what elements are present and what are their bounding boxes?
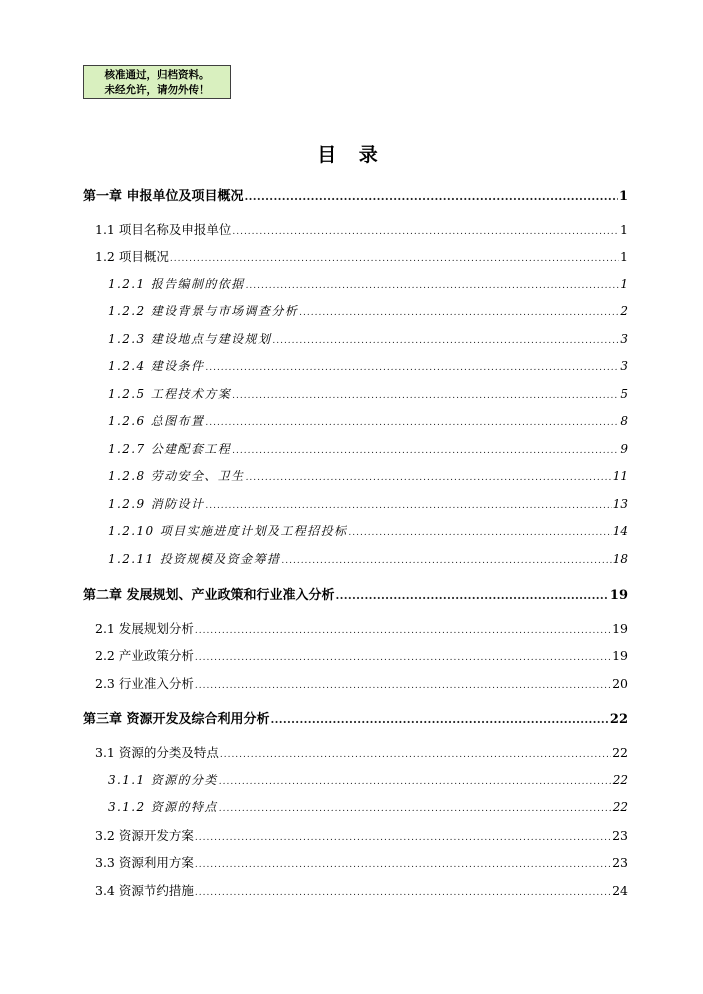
toc-entry-1-2-1[interactable] xyxy=(108,275,628,292)
toc-entry-label: 第二章 发展规划、产业政策和行业准入分析 xyxy=(83,588,335,603)
toc-entry-label: 1.2.11 投资规模及资金筹措 xyxy=(108,552,281,566)
toc-leader-dots xyxy=(246,473,612,483)
toc-entry-label: 1.2.8 劳动安全、卫生 xyxy=(108,469,245,483)
toc-entry-1-2-6[interactable] xyxy=(108,412,628,429)
toc-entry-1-1[interactable] xyxy=(95,220,628,238)
toc-leader-dots xyxy=(232,446,619,456)
toc-entry-chapter-3[interactable] xyxy=(83,708,628,727)
toc-leader-dots xyxy=(336,589,609,602)
toc-entry-3-4[interactable] xyxy=(95,881,628,899)
toc-entry-label: 1.1 项目名称及申报单位 xyxy=(95,222,232,237)
toc-entry-label: 2.1 发展规划分析 xyxy=(95,621,194,636)
toc-leader-dots xyxy=(220,750,611,760)
toc-leader-dots xyxy=(205,418,619,428)
toc-entry-label: 1.2.10 项目实施进度计划及工程招投标 xyxy=(108,524,348,538)
toc-leader-dots xyxy=(245,190,618,203)
toc-leader-dots xyxy=(195,888,611,898)
toc-entry-1-2-10[interactable] xyxy=(108,522,628,539)
toc-leader-dots xyxy=(195,653,611,663)
toc-entry-page: 14 xyxy=(612,524,628,538)
toc-entry-page: 9 xyxy=(620,442,628,456)
toc-entry-label: 2.3 行业准入分析 xyxy=(95,676,194,691)
toc-entry-label: 1.2.3 建设地点与建设规划 xyxy=(108,332,272,346)
toc-entry-3-1[interactable] xyxy=(95,743,628,761)
toc-entry-label: 1.2.7 公建配套工程 xyxy=(108,442,232,456)
toc-entry-page: 22 xyxy=(612,773,628,787)
toc-leader-dots xyxy=(195,681,611,691)
toc-title: 目 录 xyxy=(317,144,386,166)
toc-entry-1-2-8[interactable] xyxy=(108,467,628,484)
toc-leader-dots xyxy=(246,281,620,291)
toc-entry-1-2-5[interactable] xyxy=(108,385,628,402)
toc-entry-1-2-3[interactable] xyxy=(108,330,628,347)
toc-entry-label: 第一章 申报单位及项目概况 xyxy=(83,189,244,204)
toc-leader-dots xyxy=(219,804,612,814)
toc-entry-1-2-9[interactable] xyxy=(108,495,628,512)
toc-entry-chapter-2[interactable] xyxy=(83,584,628,603)
toc-leader-dots xyxy=(232,391,619,401)
toc-leader-dots xyxy=(281,556,611,566)
toc-leader-dots xyxy=(170,254,619,264)
toc-leader-dots xyxy=(271,713,609,726)
toc-entry-label: 1.2 项目概况 xyxy=(95,249,169,264)
toc-entry-1-2-7[interactable] xyxy=(108,440,628,457)
toc-entry-page: 18 xyxy=(612,552,628,566)
stamp-line-1: 核准通过，归档资料。 xyxy=(104,69,210,81)
toc-leader-dots xyxy=(232,227,619,237)
toc-entry-3-1-1[interactable] xyxy=(108,771,628,788)
toc-entry-2-2[interactable] xyxy=(95,646,628,664)
toc-entry-page: 22 xyxy=(612,745,628,760)
toc-entry-page: 23 xyxy=(612,828,628,843)
toc-entry-label: 3.2 资源开发方案 xyxy=(95,828,194,843)
toc-entry-2-3[interactable] xyxy=(95,674,628,692)
toc-entry-2-1[interactable] xyxy=(95,619,628,637)
toc-leader-dots xyxy=(299,308,619,318)
toc-leader-dots xyxy=(348,528,611,538)
toc-entry-page: 3 xyxy=(620,332,628,346)
toc-leader-dots xyxy=(205,501,611,511)
toc-entry-label: 1.2.6 总图布置 xyxy=(108,414,205,428)
toc-entry-page: 22 xyxy=(612,800,628,814)
toc-entry-label: 1.2.1 报告编制的依据 xyxy=(108,277,245,291)
approval-stamp xyxy=(83,65,231,99)
toc-entry-1-2-11[interactable] xyxy=(108,550,628,567)
toc-leader-dots xyxy=(205,363,619,373)
toc-entry-label: 1.2.4 建设条件 xyxy=(108,359,205,373)
toc-entry-3-2[interactable] xyxy=(95,826,628,844)
toc-entry-1-2-4[interactable] xyxy=(108,357,628,374)
toc-entry-page: 1 xyxy=(620,249,628,264)
toc-entry-page: 19 xyxy=(609,588,628,603)
toc-entry-1-2[interactable] xyxy=(95,247,628,265)
toc-entry-chapter-1[interactable] xyxy=(83,185,628,204)
toc-entry-3-3[interactable] xyxy=(95,853,628,871)
toc-entry-page: 8 xyxy=(620,414,628,428)
toc-entry-label: 3.3 资源利用方案 xyxy=(95,855,194,870)
toc-entry-label: 3.1 资源的分类及特点 xyxy=(95,745,219,760)
toc-entry-page: 22 xyxy=(609,712,628,727)
toc-entry-page: 20 xyxy=(612,676,628,691)
toc-entry-page: 2 xyxy=(620,304,628,318)
toc-entry-page: 1 xyxy=(620,277,628,291)
toc-entry-label: 3.1.1 资源的分类 xyxy=(108,773,218,787)
toc-entry-page: 23 xyxy=(612,855,628,870)
toc-entry-label: 3.4 资源节约措施 xyxy=(95,883,194,898)
toc-entry-3-1-2[interactable] xyxy=(108,798,628,815)
toc-entry-page: 3 xyxy=(620,359,628,373)
toc-leader-dots xyxy=(195,833,611,843)
toc-entry-label: 3.1.2 资源的特点 xyxy=(108,800,218,814)
toc-entry-label: 第三章 资源开发及综合利用分析 xyxy=(83,712,270,727)
toc-entry-page: 5 xyxy=(620,387,628,401)
toc-leader-dots xyxy=(219,777,612,787)
toc-leader-dots xyxy=(195,860,611,870)
toc-entry-label: 1.2.9 消防设计 xyxy=(108,497,205,511)
toc-entry-page: 1 xyxy=(620,222,628,237)
toc-entry-page: 1 xyxy=(618,189,628,204)
toc-leader-dots xyxy=(272,336,619,346)
toc-entry-page: 11 xyxy=(612,469,628,483)
toc-entry-1-2-2[interactable] xyxy=(108,302,628,319)
toc-entry-page: 19 xyxy=(612,648,628,663)
toc-leader-dots xyxy=(195,626,611,636)
toc-entry-label: 1.2.5 工程技术方案 xyxy=(108,387,232,401)
toc-entry-page: 24 xyxy=(612,883,628,898)
toc-entry-label: 2.2 产业政策分析 xyxy=(95,648,194,663)
stamp-line-2: 未经允许，请勿外传！ xyxy=(104,84,210,96)
toc-entry-page: 13 xyxy=(612,497,628,511)
toc-entry-page: 19 xyxy=(612,621,628,636)
toc-entry-label: 1.2.2 建设背景与市场调查分析 xyxy=(108,304,299,318)
